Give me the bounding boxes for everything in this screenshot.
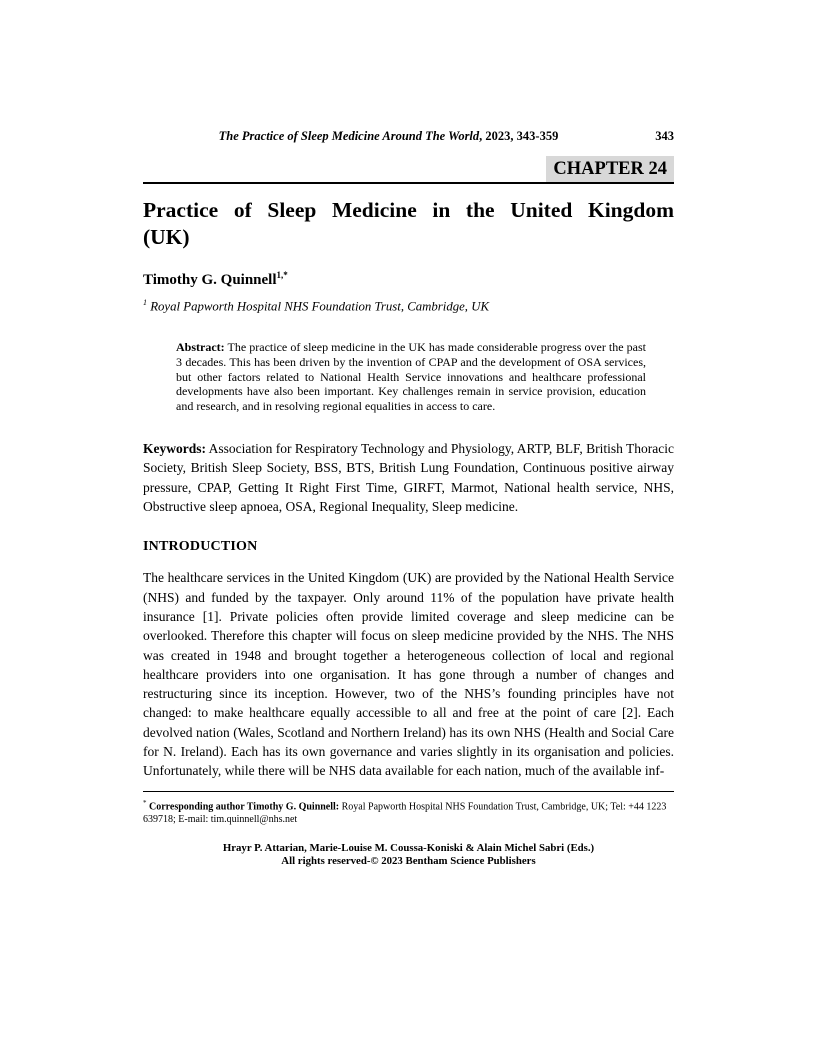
running-header xyxy=(143,128,674,144)
article-title xyxy=(143,197,674,250)
article-title-line2: (UK) xyxy=(143,224,190,249)
author-line xyxy=(143,266,674,290)
chapter-banner-row xyxy=(143,156,674,184)
author-name: Timothy G. Quinnell xyxy=(143,272,277,288)
page-footer xyxy=(143,842,674,869)
introduction-heading: INTRODUCTION xyxy=(143,539,258,555)
author-superscript: 1,* xyxy=(276,270,288,280)
footer-editors-line: Hrayr P. Attarian, Marie-Louise M. Coussa-Koniski & Alain Michel Sabri (Eds.) xyxy=(222,841,595,854)
affiliation-superscript: 1 xyxy=(143,298,147,307)
keywords-text: Association for Respiratory Technology and Physiology, ARTP, BLF, British Thoracic Society, British Sleep Society, BSS, BTS, British Lung Foundation, Continuous positive airway pressure, CPAP, Getting It Right First Time, GIRFT, Marmot, National health service, NHS, Obstructive sleep apnoea, OSA, Regional Inequality, Sleep medicine. xyxy=(143,440,674,514)
page-number: 343 xyxy=(655,129,674,143)
article-title-line1: Practice of Sleep Medicine in the United Kingdom xyxy=(143,198,674,222)
footnote-text: Royal Papworth Hospital NHS Foundation Trust, Cambridge, UK; Tel: +44 1223 639718; E-mail: tim.quinnell@nhs.net xyxy=(143,801,667,825)
affiliation-text: Royal Papworth Hospital NHS Foundation Trust, Cambridge, UK xyxy=(147,299,489,314)
issue-info: , 2023, 343-359 xyxy=(479,129,559,143)
keywords xyxy=(143,439,674,517)
abstract-text: The practice of sleep medicine in the UK has made considerable progress over the past 3 decades. This has been driven by the invention of CPAP and the development of OSA services, but other factors related to National Health Service innovations and healthcare professional developments have also been important. Key challenges remain in service provision, education and research, and in resolving regional equalities in access to care. xyxy=(176,340,646,414)
footer-rights-line: All rights reserved-© 2023 Bentham Science Publishers xyxy=(281,855,536,868)
abstract-label: Abstract: xyxy=(176,340,225,355)
introduction-body: The healthcare services in the United Kingdom (UK) are provided by the National Health Service (NHS) and funded by the taxpayer. Only around 11% of the population have private health insurance [1]. Private policies often provide limited coverage and sleep medicine can be overlooked. Therefore this chapter will focus on sleep medicine provided by the NHS. The NHS was created in 1948 and brought together a heterogeneous collection of local and regional healthcare providers into one organisation. It has gone through a number of changes and restructuring since its inception. However, two of the NHS’s founding principles have not changed: to make healthcare equally accessible to all and free at the point of care [2]. Each devolved nation (Wales, Scotland and Northern Ireland) has its own NHS (Health and Social Care for N. Ireland). Each has its own governance and varies slightly in its organisation and policies. Unfortunately, while there will be NHS data available for each nation, much of the available inf- xyxy=(143,570,674,779)
footnote-marker: * xyxy=(143,798,147,807)
running-header-title xyxy=(143,128,634,144)
corresponding-author-footnote xyxy=(143,791,674,827)
footnote-bold-part: Corresponding author Timothy G. Quinnell: xyxy=(146,801,340,812)
affiliation-line xyxy=(143,295,674,314)
journal-title: The Practice of Sleep Medicine Around The World xyxy=(218,129,480,143)
abstract xyxy=(176,340,646,414)
keywords-label: Keywords: xyxy=(143,440,206,456)
chapter-label: CHAPTER 24 xyxy=(546,156,674,182)
